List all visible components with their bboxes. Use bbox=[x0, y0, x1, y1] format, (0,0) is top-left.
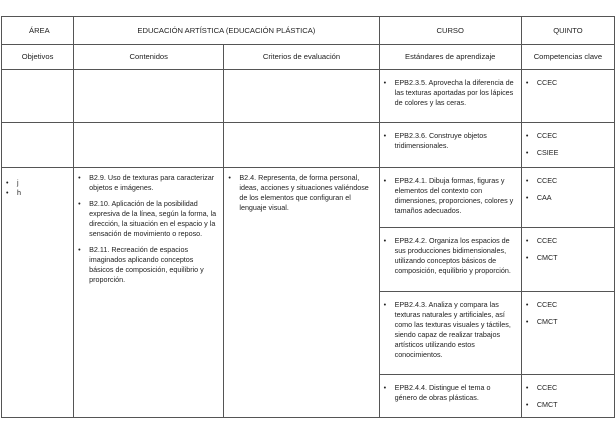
competencias-cell bbox=[521, 70, 614, 123]
col-criterios: Criterios de evaluación bbox=[224, 45, 379, 70]
competencia-item: • CMCT bbox=[522, 400, 610, 410]
criterios-cell bbox=[224, 168, 379, 418]
standard-row bbox=[2, 70, 615, 123]
contenidos-cell-empty bbox=[74, 123, 224, 168]
competencia-item: • CMCT bbox=[522, 317, 610, 327]
course-label: CURSO bbox=[379, 17, 521, 45]
standard-cell bbox=[379, 292, 521, 375]
standard-item: • EPB2.4.2. Organiza los espacios de sus producciones bidimensionales, utilizando conceptos básicos de composición, equilibrio y proporción. bbox=[380, 236, 515, 276]
competencia-item: • CCEC bbox=[522, 131, 610, 141]
contenidos-cell-empty bbox=[74, 70, 224, 123]
standard-cell bbox=[379, 168, 521, 228]
subheader-row bbox=[2, 45, 615, 70]
criterios-cell-empty bbox=[224, 70, 379, 123]
contenidos-cell bbox=[74, 168, 224, 418]
competencias-cell bbox=[521, 228, 614, 292]
competencia-item: • CCEC bbox=[522, 300, 610, 310]
curriculum-table-page bbox=[1, 16, 615, 408]
standard-item: • EPB2.4.1. Dibuja formas, figuras y elementos del contexto con dimensiones, proporciones, colores y tamaños adecuados. bbox=[380, 176, 515, 216]
standard-item: • EPB2.3.5. Aprovecha la diferencia de las texturas aportadas por los lápices de colores y las ceras. bbox=[380, 78, 515, 108]
standard-cell bbox=[379, 375, 521, 418]
objetivos-cell-empty bbox=[2, 123, 74, 168]
subject-title: EDUCACIÓN ARTÍSTICA (EDUCACIÓN PLÁSTICA) bbox=[74, 17, 379, 45]
area-label: ÁREA bbox=[2, 17, 74, 45]
col-estandares: Estándares de aprendizaje bbox=[379, 45, 521, 70]
header-row bbox=[2, 17, 615, 45]
competencia-item: • CAA bbox=[522, 193, 610, 203]
standard-cell bbox=[379, 70, 521, 123]
competencias-cell bbox=[521, 292, 614, 375]
competencia-item: • CCEC bbox=[522, 383, 610, 393]
standard-row bbox=[2, 123, 615, 168]
objetivos-cell-empty bbox=[2, 70, 74, 123]
standard-cell bbox=[379, 123, 521, 168]
contenido-item: • B2.11. Recreación de espacios imaginados aplicando conceptos básicos de composición, equilibrio y proporción. bbox=[74, 245, 218, 285]
course-value: QUINTO bbox=[521, 17, 614, 45]
criterios-cell-empty bbox=[224, 123, 379, 168]
competencia-item: • CCEC bbox=[522, 78, 610, 88]
contenido-item: • B2.10. Aplicación de la posibilidad expresiva de la línea, según la forma, la dirección, la situación en el espacio y la sensación de movimiento o reposo. bbox=[74, 199, 218, 239]
curriculum-table bbox=[1, 16, 615, 418]
objetivo-item: • h bbox=[2, 188, 68, 198]
competencia-item: • CMCT bbox=[522, 253, 610, 263]
competencias-cell bbox=[521, 375, 614, 418]
objetivo-item: • j bbox=[2, 178, 68, 188]
contenido-item: • B2.9. Uso de texturas para caracterizar objetos e imágenes. bbox=[74, 173, 218, 193]
standard-item: • EPB2.4.3. Analiza y compara las texturas naturales y artificiales, así como las texturas visuales y táctiles, siendo capaz de realizar trabajos artísticos utilizando estos conocimientos. bbox=[380, 300, 515, 360]
competencia-item: • CSIEE bbox=[522, 148, 610, 158]
col-competencias: Competencias clave bbox=[521, 45, 614, 70]
competencias-cell bbox=[521, 123, 614, 168]
competencia-item: • CCEC bbox=[522, 176, 610, 186]
criterio-item: • B2.4. Representa, de forma personal, ideas, acciones y situaciones valiéndose de los elementos que configuran el lenguaje visual. bbox=[224, 173, 373, 213]
competencia-item: • CCEC bbox=[522, 236, 610, 246]
objetivos-cell bbox=[2, 168, 74, 418]
col-objetivos: Objetivos bbox=[2, 45, 74, 70]
standard-item: • EPB2.4.4. Distingue el tema o género de obras plásticas. bbox=[380, 383, 515, 403]
standard-item: • EPB2.3.6. Construye objetos tridimensionales. bbox=[380, 131, 515, 151]
standard-row bbox=[2, 168, 615, 228]
standard-cell bbox=[379, 228, 521, 292]
col-contenidos: Contenidos bbox=[74, 45, 224, 70]
competencias-cell bbox=[521, 168, 614, 228]
